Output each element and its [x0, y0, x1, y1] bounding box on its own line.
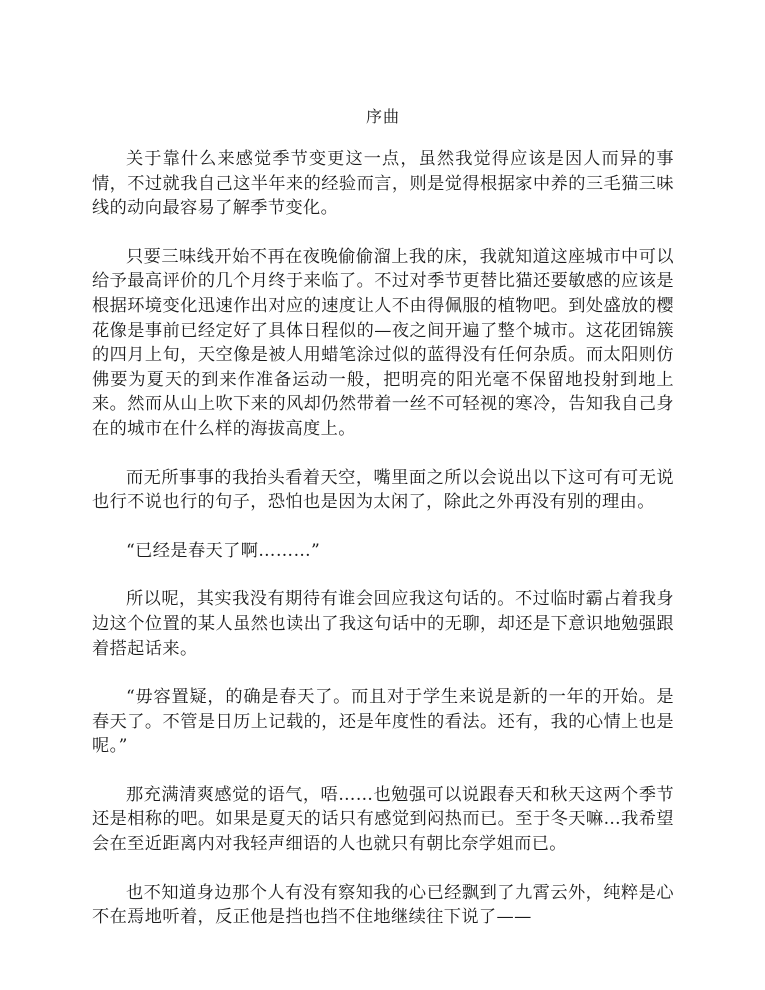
paragraph-2: 只要三味线开始不再在夜晚偷偷溜上我的床，我就知道这座城市中可以给予最高评价的几个月终于来临了。不过对季节更替比猫还要敏感的应该是根据环境变化迅速作出对应的速度让人不由得佩服的植物吧。到处盛放的樱花像是事前已经定好了具体日程似的—夜之间开遍了整个城市。这花团锦簇的四月上旬，天空像是被人用蜡笔涂过似的蓝得没有任何杂质。而太阳则仿佛要为夏天的到来作准备运动一般，把明亮的阳光毫不保留地投射到地上来。然而从山上吹下来的风却仍然带着一丝不可轻视的寒冷，告知我自己身在的城市在什么样的海拔高度上。: [92, 246, 674, 439]
paragraph-1: 关于靠什么来感觉季节变更这一点，虽然我觉得应该是因人而异的事情，不过就我自己这半年来的经验而言，则是觉得根据家中养的三毛猫三味线的动向最容易了解季节变化。: [92, 149, 674, 219]
paragraph-8: 也不知道身边那个人有没有察知我的心已经飘到了九霄云外，纯粹是心不在焉地听着，反正他是挡也挡不住地继续往下说了——: [92, 882, 674, 928]
paragraph-7: 那充满清爽感觉的语气，唔……也勉强可以说跟春天和秋天这两个季节还是相称的吧。如果是夏天的话只有感觉到闷热而已。至于冬天嘛…我希望会在至近距离内对我轻声细语的人也就只有朝比奈学姐而已。: [92, 784, 674, 855]
chapter-title: 序曲: [365, 107, 400, 126]
document-page: [92, 105, 674, 954]
paragraph-6: “毋容置疑，的确是春天了。而且对于学生来说是新的一年的开始。是春天了。不管是日历上记载的，还是年度性的看法。还有，我的心情上也是呢。”: [92, 687, 674, 757]
paragraph-3: 而无所事事的我抬头看着天空，嘴里面之所以会说出以下这可有可无说也行不说也行的句子，恐怕也是因为太闲了，除此之外再没有别的理由。: [92, 467, 674, 513]
paragraph-5: 所以呢，其实我没有期待有谁会回应我这句话的。不过临时霸占着我身边这个位置的某人虽然也读出了我这句话中的无聊，却还是下意识地勉强跟着搭起话来。: [92, 589, 674, 659]
paragraph-4: “已经是春天了啊………”: [126, 540, 321, 561]
